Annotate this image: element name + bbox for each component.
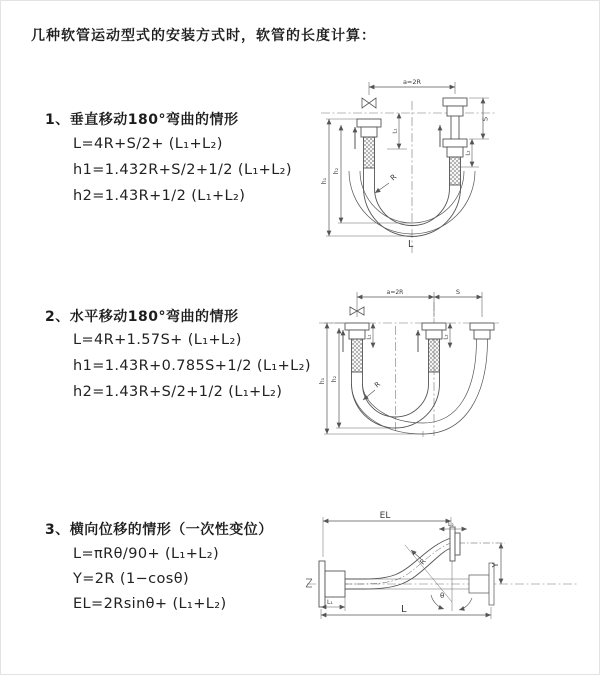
dim-label-l2: L₂ [465, 150, 472, 156]
dim-label-h1: h₁ [319, 377, 326, 385]
formula-line: L=4R+S/2+ (L₁+L₂) [73, 136, 223, 152]
hose-displaced [352, 339, 488, 434]
dim-label-s: S [481, 116, 490, 122]
diagram-vertical-180-bend [313, 73, 561, 263]
formula-line: Y=2R (1−cosθ) [73, 571, 190, 587]
formula-line: h2=1.43R+1/2 (L₁+L₂) [73, 188, 246, 204]
dim-label-l1: L₁ [392, 128, 399, 134]
left-hose-fitting [345, 323, 369, 372]
dim-label-l: L [401, 604, 407, 615]
dim-label-h2: h₂ [331, 375, 338, 383]
dim-label-l2: L₂ [448, 521, 454, 528]
formula-line: L=πRθ/90+ (L₁+L₂) [73, 546, 220, 562]
section-3-heading: 3、横向位移的情形（一次性变位） [45, 522, 273, 538]
right-hose-fitting [443, 98, 467, 185]
radius-leader [375, 183, 389, 193]
dim-label-a2r: a=2R [402, 78, 422, 86]
dim-label-h1: h₁ [321, 177, 328, 185]
dim-label-l1: L₁ [366, 334, 373, 340]
upper-flange [450, 527, 460, 561]
section-1-heading: 1、垂直移动180°弯曲的情形 [45, 112, 239, 128]
radius-line [405, 545, 452, 602]
break-symbol [306, 579, 312, 587]
left-hose-fitting [357, 119, 381, 168]
diagram-lateral-displacement [301, 499, 581, 633]
dim-label-theta: θ [440, 592, 445, 600]
dim-label-r: R [373, 380, 383, 390]
dim-label-l2: L₂ [443, 334, 450, 340]
dim-label-h2: h₂ [333, 167, 340, 175]
middle-hose-fitting [422, 323, 446, 372]
radius-leader [411, 550, 421, 559]
dim-label-r: R [418, 557, 428, 567]
dim-label-r: R [388, 172, 399, 183]
angle-arc-arrow [459, 598, 472, 610]
dim-label-l1: L₁ [327, 599, 333, 606]
formula-line: EL=2Rsinθ+ (L₁+L₂) [73, 596, 227, 612]
center-tick [420, 431, 426, 437]
dim-label-el: EL [379, 511, 391, 521]
section-2-heading: 2、水平移动180°弯曲的情形 [45, 309, 239, 325]
dim-label-l: L [408, 239, 414, 250]
page-title: 几种软管运动型式的安装方式时，软管的长度计算： [31, 28, 376, 44]
dim-label-a2r: a=2R [386, 289, 404, 296]
formula-line: h2=1.43R+S/2+1/2 (L₁+L₂) [73, 384, 283, 400]
formula-line: h1=1.432R+S/2+1/2 (L₁+L₂) [73, 162, 292, 178]
formula-line: L=4R+1.57S+ (L₁+L₂) [73, 332, 242, 348]
dim-label-y: Y [491, 562, 500, 568]
valve-icon [362, 98, 376, 108]
dim-label-s: S [455, 288, 461, 296]
displaced-hose-fitting [470, 323, 494, 339]
diagram-horizontal-180-bend [313, 284, 513, 450]
formula-line: h1=1.43R+0.785S+1/2 (L₁+L₂) [73, 358, 311, 374]
